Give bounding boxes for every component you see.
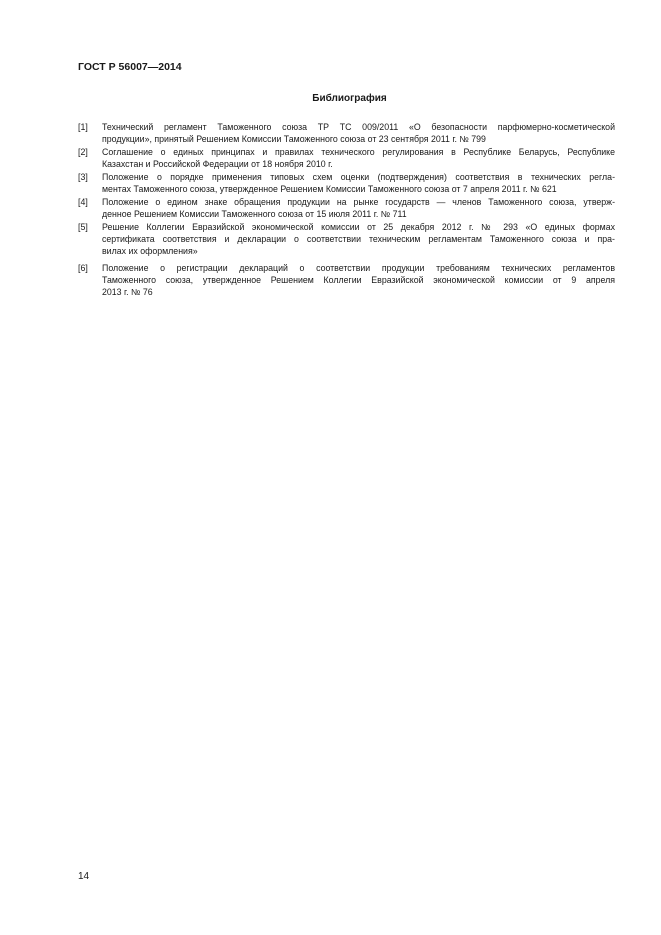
entry-text-line: Решение Коллегии Евразийской экономической комиссии от 25 декабря 2012 г. № 293 «О единых формах [102, 222, 615, 232]
page-number: 14 [78, 871, 90, 882]
entry-number: [1] [78, 122, 88, 132]
entry-text-line: продукции», принятый Решением Комиссии Таможенного союза от 23 сентября 2011 г. № 799 [102, 134, 486, 145]
entry-text-line: Положение о регистрации деклараций о соответствии продукции требованиям технических регламентов [102, 263, 615, 273]
entry-text-line: сертификата соответствия и декларации о соответствии техническим регламентам Таможенного союза и пра- [102, 234, 615, 245]
entry-text-line: Положение о порядке применения типовых схем оценки (подтверждения) соответствия в технических регла- [102, 172, 615, 182]
entry-text [102, 171, 615, 195]
entry-text-line: 2013 г. № 76 [102, 287, 153, 298]
entry-text-line: Казахстан и Российской Федерации от 18 ноября 2010 г. [102, 159, 333, 170]
document-header: ГОСТ Р 56007—2014 [78, 61, 182, 73]
entry-text-line: Положение о едином знаке обращения продукции на рынке государств — членов Таможенного союза, утверж- [102, 197, 615, 207]
entry-text-line: ментах Таможенного союза, утвержденное Решением Комиссии Таможенного союза от 7 апреля 2011 г. № 621 [102, 184, 557, 195]
entry-number: [6] [78, 263, 88, 273]
entry-text [102, 196, 615, 220]
entry-text [102, 221, 615, 258]
entry-text [102, 262, 615, 299]
entry-text [102, 121, 615, 145]
entry-number: [5] [78, 222, 88, 232]
entry-text-line: денное Решением Комиссии Таможенного союза от 15 июля 2011 г. № 711 [102, 209, 407, 220]
entry-text-line: Соглашение о единых принципах и правилах технического регулирования в Республике Беларусь, Республике [102, 147, 615, 157]
entry-text-line: вилах их оформления» [102, 246, 198, 257]
entry-text [102, 146, 615, 170]
entry-number: [3] [78, 172, 88, 182]
entry-text-line: Технический регламент Таможенного союза ТР ТС 009/2011 «О безопасности парфюмерно-косметической [102, 122, 615, 132]
entry-text-line: Таможенного союза, утвержденное Решением Коллегии Евразийской экономической комиссии от 9 апреля [102, 275, 615, 286]
entry-number: [4] [78, 197, 88, 207]
section-title: Библиография [312, 93, 387, 104]
entry-number: [2] [78, 147, 88, 157]
